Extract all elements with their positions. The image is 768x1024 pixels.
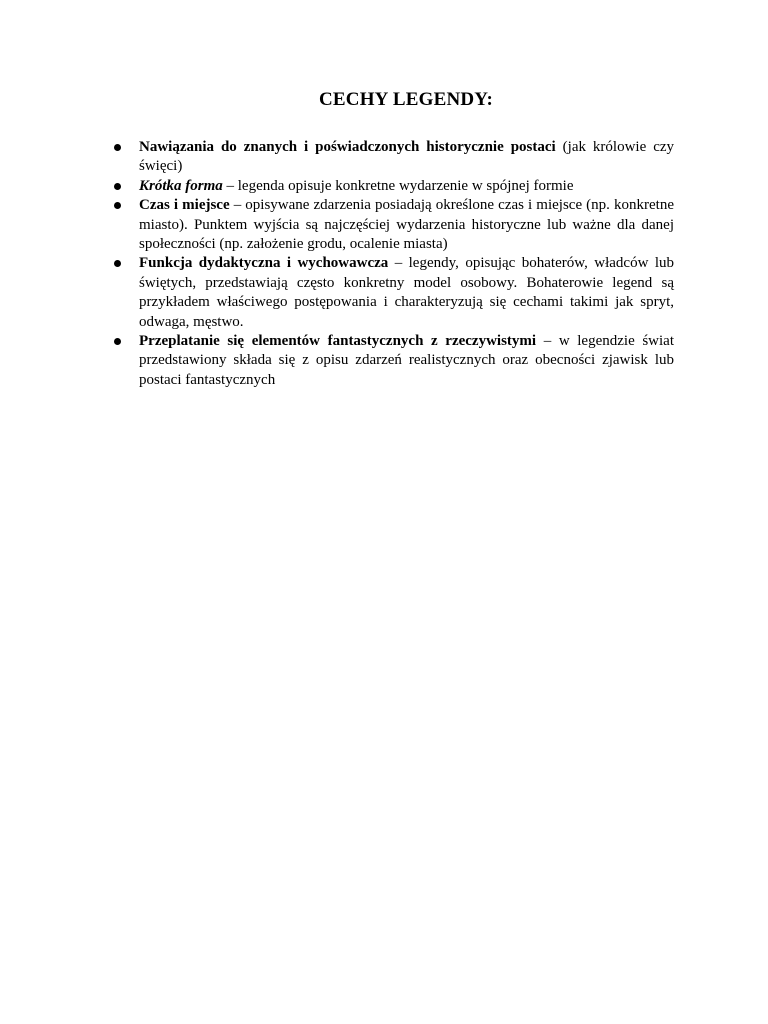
bullet-icon <box>114 260 121 267</box>
item-description: legenda opisuje konkretne wydarzenie w spójnej formie <box>237 177 574 194</box>
item-term: Krótka forma <box>139 177 223 194</box>
feature-list <box>110 138 674 390</box>
item-term: Funkcja dydaktyczna i wychowawcza <box>139 255 389 272</box>
item-separator <box>556 139 563 155</box>
item-separator: – <box>229 197 246 214</box>
list-item <box>110 254 674 332</box>
item-separator: – <box>222 177 238 194</box>
item-separator: – <box>536 333 559 350</box>
item-term: Przeplatanie się elementów fantastycznych z rzeczywistymi <box>139 333 537 350</box>
item-term: Nawiązania do znanych i poświadczonych historycznie postaci <box>139 139 556 155</box>
item-description: (jak królowie czy święci) <box>139 139 675 175</box>
item-term: Czas i miejsce <box>139 197 230 214</box>
bullet-icon <box>114 338 121 345</box>
list-item <box>110 138 674 177</box>
list-item <box>110 332 674 390</box>
bullet-icon <box>114 144 121 151</box>
item-description: opisywane zdarzenia posiadają określone czas i miejsce (np. konkretne miasto). Punktem wyjścia są najczęściej wydarzenia historyczne lub ważne dla danej społeczności (np. założenie grodu, ocalenie miasta) <box>139 197 674 253</box>
item-description: legendy, opisując bohaterów, władców lub świętych, przedstawiają często konkretny model osobowy. Bohaterowie legend są przykładem właściwego postępowania i charakteryzują się cechami takimi jak spryt, odwaga, męstwo. <box>139 255 674 330</box>
bullet-icon <box>114 202 121 209</box>
item-description: w legendzie świat przedstawiony składa się z opisu zdarzeń realistycznych oraz obecności zjawisk lub postaci fantastycznych <box>139 333 674 388</box>
list-item <box>110 177 674 196</box>
item-separator: – <box>388 255 409 272</box>
bullet-icon <box>114 183 121 190</box>
page-title: CECHY LEGENDY: <box>318 89 493 110</box>
list-item <box>110 196 674 254</box>
